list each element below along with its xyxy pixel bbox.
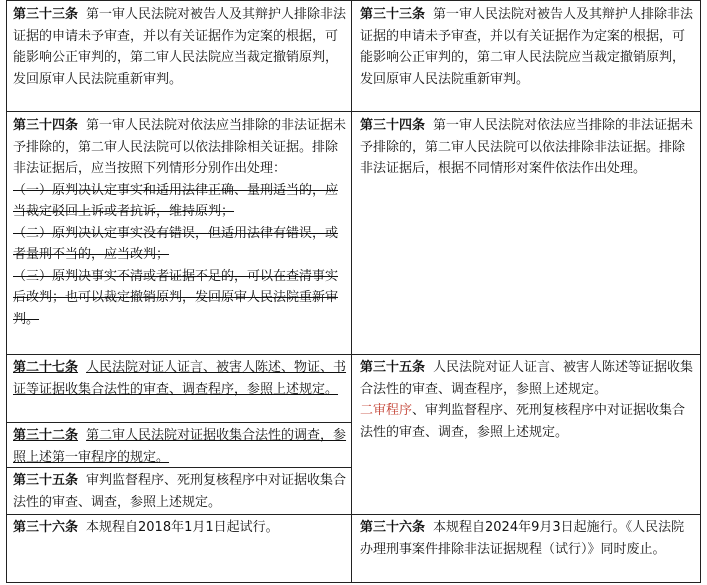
article-title: 第三十五条 <box>360 360 426 375</box>
article-text: 本规程自2018年1月1日起试行。 <box>86 520 279 535</box>
cell-left-art36 <box>13 517 347 539</box>
article-text: 第一审人民法院对依法应当排除的非法证据未予排除的，第二审人民法院可以依法排除非法证据。排除非法证据后，根据不同情形对案件依法作出处理。 <box>360 118 694 176</box>
cell-right-art33 <box>360 4 694 90</box>
article-title: 第三十六条 <box>13 520 79 535</box>
row-divider <box>7 514 700 515</box>
article-text: 第一审人民法院对被告人及其辩护人排除非法证据的申请未予审查，并以有关证据作为定案的根据，可能影响公正审判的，第二审人民法院应当裁定撤销原判，发回原审人民法院重新审判。 <box>360 7 694 87</box>
article-text: 人民法院对证人证言、被害人陈述、物证、书证等证据收集合法性的审查、调查程序，参照上述规定。 <box>13 360 347 397</box>
article-title: 第三十三条 <box>360 7 426 22</box>
article-text: 审判监督程序、死刑复核程序中对证据收集合法性的审查、调查，参照上述规定。 <box>13 473 347 510</box>
deleted-clause: （二）原判决认定事实没有错误，但适用法律有错误，或者量刑不当的，应当改判； <box>13 225 339 262</box>
cell-left-art32 <box>13 425 347 468</box>
article-text: 第二审人民法院对证据收集合法性的调查，参照上述第一审程序的规定。 <box>13 428 347 465</box>
cell-left-art34 <box>13 115 347 330</box>
article-title: 第三十二条 <box>13 428 79 443</box>
comparison-table <box>6 0 701 583</box>
deleted-clause: （三）原判决事实不清或者证据不足的，可以在查清事实后改判；也可以裁定撤销原判，发回原审人民法院重新审判。 <box>13 268 339 327</box>
cell-right-art35 <box>360 357 694 443</box>
cell-right-art34 <box>360 115 694 180</box>
article-text: 、审判监督程序、死刑复核程序中对证据收集合法性的审查、调查，参照上述规定。 <box>360 403 686 440</box>
left-subdivider <box>7 422 351 423</box>
cell-right-art36 <box>360 517 694 560</box>
article-text: 第一审人民法院对被告人及其辩护人排除非法证据的申请未予审查，并以有关证据作为定案的根据，可能影响公正审判的，第二审人民法院应当裁定撤销原判，发回原审人民法院重新审判。 <box>13 7 347 87</box>
article-title: 第三十四条 <box>13 118 79 133</box>
article-title: 第三十五条 <box>13 473 79 488</box>
article-title: 第三十三条 <box>13 7 79 22</box>
article-title: 第三十六条 <box>360 520 426 535</box>
article-text: 人民法院对证人证言、被害人陈述等证据收集合法性的审查、调查程序，参照上述规定。 <box>360 360 694 397</box>
article-title: 第三十四条 <box>360 118 426 133</box>
article-title: 第二十七条 <box>13 360 79 375</box>
column-divider <box>351 1 352 582</box>
row-divider <box>7 111 700 112</box>
added-text: 二审程序 <box>360 403 413 418</box>
cell-left-art27 <box>13 357 347 400</box>
article-text: 本规程自2024年9月3日起施行。《人民法院办理刑事案件排除非法证据规程（试行）》同时废止。 <box>360 520 685 557</box>
article-text: 第一审人民法院对依法应当排除的非法证据未予排除的，第二审人民法院可以依法排除相关证据。排除非法证据后，应当按照下列情形分别作出处理： <box>13 118 347 176</box>
cell-left-art33 <box>13 4 347 90</box>
deleted-clause: （一）原判决认定事实和适用法律正确、量刑适当的，应当裁定驳回上诉或者抗诉，维持原判； <box>13 182 339 219</box>
cell-left-art35 <box>13 470 347 513</box>
row-divider <box>7 354 700 355</box>
